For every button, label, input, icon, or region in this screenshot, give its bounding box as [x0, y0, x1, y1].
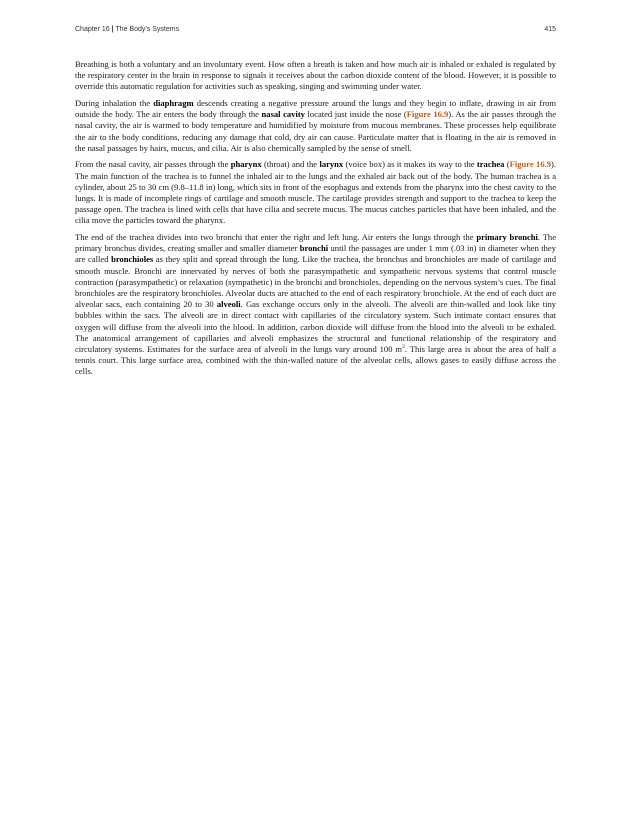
page-header: [75, 26, 556, 38]
term-pharynx: pharynx: [230, 159, 262, 170]
running-header: [75, 26, 179, 33]
figure-link[interactable]: Figure 16.9: [406, 109, 449, 120]
text-run: descends creating a negative pressure around the lungs and they begin to inflate, drawing in air from outside the body. The air enters the body through the: [75, 98, 556, 120]
chapter-title: The Body’s Systems: [115, 26, 180, 33]
text-run: as they split and spread through the lung. Like the trachea, the bronchus and bronchioles are made of cartilage and smooth muscle. Bronchi are innervated by nerves of both the parasympathetic and sympathetic nervous systems that control muscle contraction (parasympathetic) or relaxation (sympathetic) in the bronchi and bronchioles, depending on the nervous system’s cues. The final bronchioles are the respiratory bronchioles. Alveolar ducts are attached to the end of each respiratory bronchiole. At the end of each duct are alveolar sacs, each containing 20 to 30: [75, 254, 556, 310]
superscript: 2: [402, 344, 405, 351]
text-run: ). The main function of the trachea is to funnel the inhaled air to the lungs and the exhaled air back out of the body. The human trachea is a cylinder, about 25 to 30 cm (9.8–11.8 in) long, which sits in front of the esophagus and extends from the pharynx into the chest cavity to the lungs. It is made of incomplete rings of cartilage and smooth muscle. The cartilage provides strength and support to the trachea to keep the passage open. The trachea is lined with cells that have cilia and secrete mucus. The mucus catches particles that have been inhaled, and the cilia move the particles toward the pharynx.: [75, 159, 556, 226]
paragraph-bronchi: [75, 232, 556, 378]
term-nasal-cavity: nasal cavity: [261, 109, 305, 120]
page-number: 415: [544, 26, 556, 33]
text-run: . This large area is about the area of half a tennis court. This large surface area, combined with the thin-walled nature of the alveolar cells, allows gases to easily diffuse across the cells.: [75, 344, 557, 377]
text-run: During inhalation the: [75, 98, 154, 108]
paragraph-breathing: Breathing is both a voluntary and an involuntary event. How often a breath is taken and how much air is inhaled or exhaled is regulated by the respiratory center in the brain in response to signals it receives about the carbon dioxide content of the blood. However, it is possible to override this automatic regulation for activities such as speaking, singing and swimming under water.: [75, 59, 556, 92]
term-bronchi: bronchi: [299, 243, 329, 254]
text-run: From the nasal cavity, air passes through the: [75, 159, 231, 170]
chapter-label: Chapter 16: [75, 26, 110, 33]
header-separator: |: [111, 26, 114, 33]
body-text: [75, 59, 556, 383]
text-run: (throat) and the: [261, 159, 320, 170]
text-run: ). As the air passes through the nasal cavity, the air is warmed to body temperature and humidified by moisture from mucous membranes. These processes help equilibrate the air to the body conditions, reducing any damage that cold, dry air can cause. Particulate matter that is floating in the air is removed in the nasal passages by hairs, mucus, and cilia. Air is also chemically sampled by the sense of smell.: [75, 109, 556, 153]
term-primary-bronchi: primary bronchi: [476, 232, 538, 243]
paragraph-trachea: [75, 159, 556, 226]
text-run: The end of the trachea divides into two bronchi that enter the right and left lung. Air enters the lungs through the: [75, 232, 477, 243]
term-alveoli: alveoli: [216, 299, 241, 310]
text-run: . Gas exchange occurs only in the alveoli. The alveoli are thin-walled and look like tiny bubbles within the sacs. The alveoli are in direct contact with capillaries of the circulatory system. Such intimate contact ensures that oxygen will diffuse from the alveoli into the blood. In addition, carbon dioxide will diffuse from the blood into the alveoli to be exhaled. The anatomical arrangement of capillaries and alveoli emphasizes the structural and functional relationship of the respiratory and circulatory systems. Estimates for the surface area of alveoli in the lungs vary around 100 m: [75, 299, 556, 355]
text-run: located just inside the nose (: [304, 109, 407, 120]
text-run: (: [504, 159, 510, 170]
term-diaphragm: diaphragm: [153, 98, 194, 108]
term-trachea: trachea: [476, 159, 505, 170]
term-larynx: larynx: [319, 159, 344, 170]
text-run: (voice box) as it makes its way to the: [343, 159, 477, 170]
term-bronchioles: bronchioles: [111, 254, 154, 265]
text-run: . The primary bronchus divides, creating smaller and smaller diameter: [75, 232, 556, 254]
paragraph-inhalation: [75, 98, 556, 154]
figure-link[interactable]: Figure 16.9: [509, 159, 552, 170]
text-run: until the passages are under 1 mm (.03 in) in diameter when they are called: [75, 243, 556, 265]
